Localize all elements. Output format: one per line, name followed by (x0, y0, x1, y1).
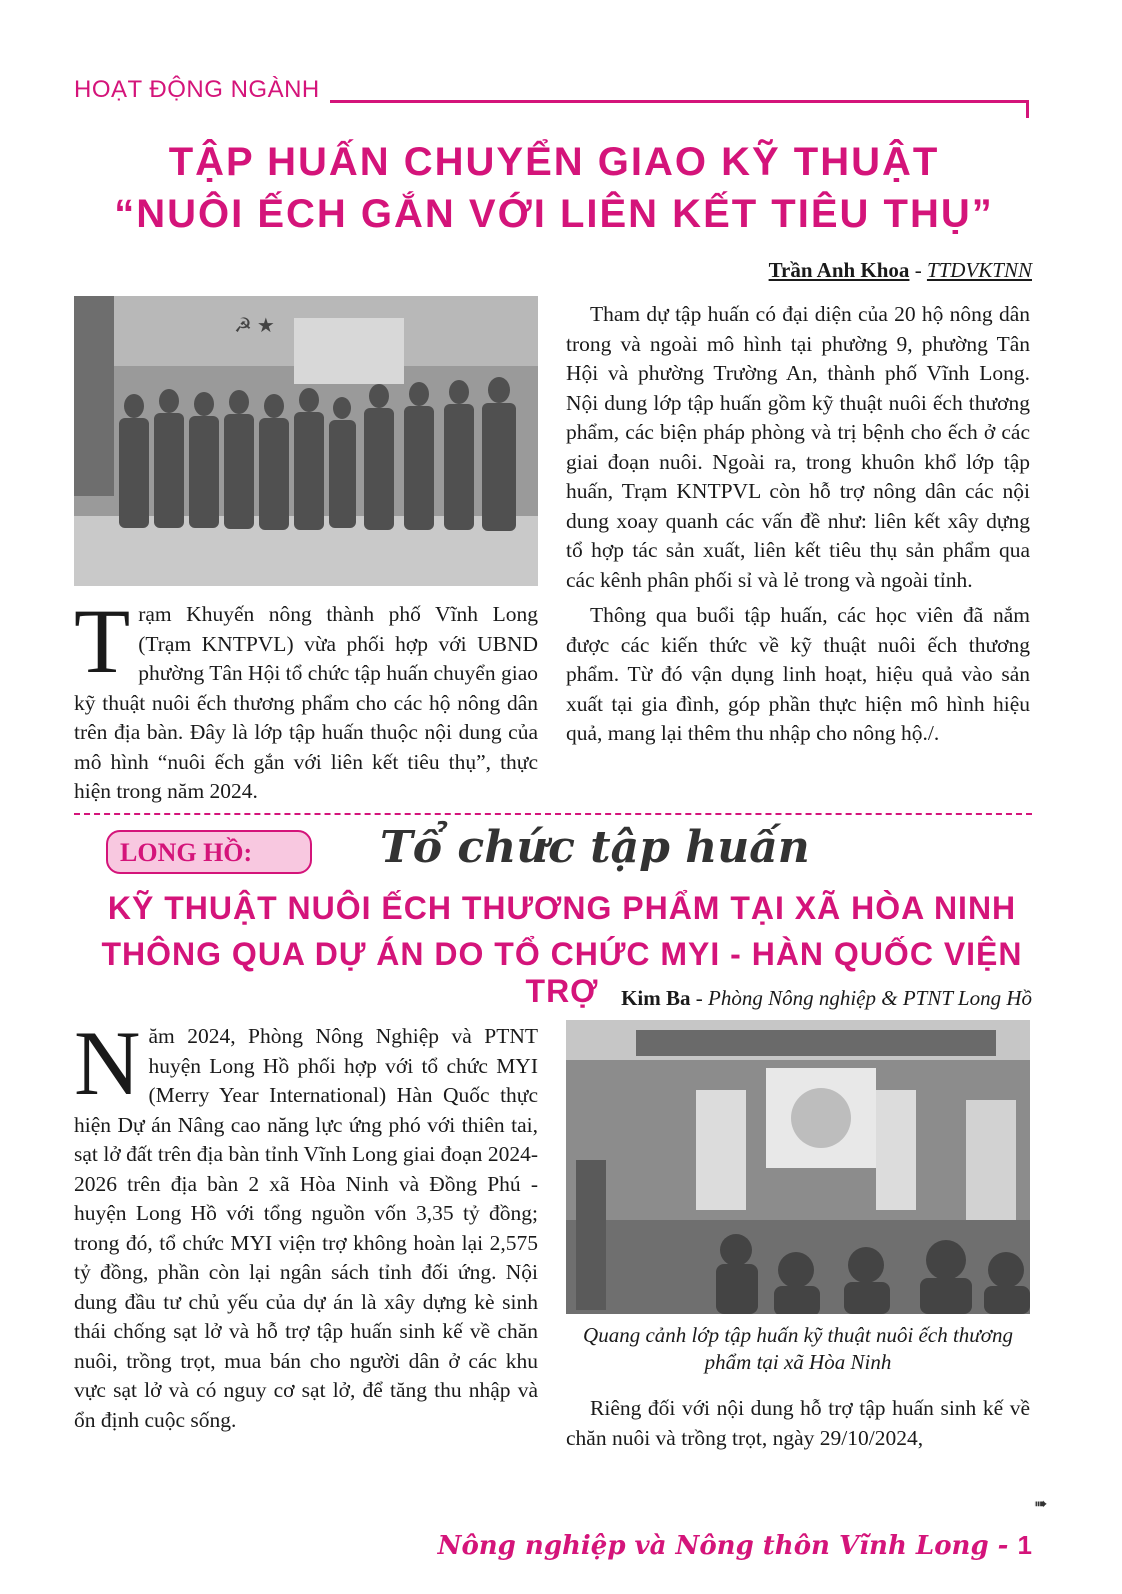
article2-left-column (74, 1012, 538, 1435)
location-badge (106, 830, 312, 874)
section-rule (330, 100, 1028, 103)
group-photo (74, 296, 538, 586)
article2-script-title: Tổ chức tập huấn (380, 822, 810, 873)
article1-byline (769, 258, 1032, 283)
page-footer (438, 1530, 1032, 1561)
article2-author-sep: - (690, 986, 709, 1010)
article2-title-line1: KỸ THUẬT NUÔI ẾCH THƯƠNG PHẨM TẠI XÃ HÒA NINH (107, 890, 1017, 926)
article1-left-text: rạm Khuyến nông thành phố Vĩnh Long (Trạm KNTPVL) vừa phối hợp với UBND phường Tân Hội tổ chức tập huấn chuyển giao kỹ thuật nuôi ếch thương phẩm cho các hộ nông dân trên địa bàn. Đây là lớp tập huấn thuộc nội dung của mô hình “nuôi ếch gắn với liên kết tiêu thụ”, thực hiện trong năm 2024. (74, 602, 538, 803)
article1-author-sep: - (909, 258, 927, 282)
section-label: HOẠT ĐỘNG NGÀNH (74, 76, 320, 103)
article1-author-org: TTDVKTNN (926, 258, 1032, 282)
article2-right-text: Riêng đối với nội dung hỗ trợ tập huấn sinh kế về chăn nuôi và trồng trọt, ngày 29/10/2024, (566, 1396, 1030, 1450)
article2-author-org: Phòng Nông nghiệp & PTNT Long Hồ (708, 986, 1032, 1010)
arrow-right-icon: ➠ (1034, 1494, 1048, 1513)
location-badge-label: LONG HỒ: (120, 838, 253, 867)
article2-left-text: ăm 2024, Phòng Nông Nghiệp và PTNT huyện Long Hồ phối hợp với tổ chức MYI (Merry Year International) Hàn Quốc thực hiện Dự án Nâng cao năng lực ứng phó với thiên tai, sạt lở đất trên địa bàn tỉnh Vĩnh Long giai đoạn 2024-2026 trên địa bàn 2 xã Hòa Ninh và Đồng Phú - huyện Long Hồ với tổng nguồn vốn 3,35 tỷ đồng; trong đó, tổ chức MYI viện trợ không hoàn lại 2,575 tỷ đồng, phần còn lại ngân sách tỉnh đối ứng. Nội dung đầu tư chủ yếu của dự án là xây dựng kè sinh thái chống sạt lở và hỗ trợ tập huấn sinh kế về chăn nuôi, trồng trọt, mua bán cho người dân ở các khu vực sạt lở và có nguy cơ sạt lở, để tăng thu nhập và ổn định cuộc sống. (74, 1024, 538, 1432)
training-photo (566, 1020, 1030, 1314)
article2-author: Kim Ba (621, 986, 691, 1010)
article1-author: Trần Anh Khoa (768, 258, 910, 282)
training-photo-caption: Quang cảnh lớp tập huấn kỹ thuật nuôi ếch thương phẩm tại xã Hòa Ninh (583, 1323, 1013, 1374)
article1-right-p1: Tham dự tập huấn có đại diện của 20 hộ nông dân trong và ngoài mô hình tại phường 9, phường Tân Hội và phường Trường An, thành phố Vĩnh Long. Nội dung lớp tập huấn gồm kỹ thuật nuôi ếch thương phẩm, các biện pháp phòng và trị bệnh cho ếch ở các giai đoạn nuôi. Ngoài ra, trong khuôn khổ lớp tập huấn, Trạm KNTPVL còn hỗ trợ nông dân các nội dung xoay quanh các vấn đề như: liên kết xây dựng tổ hợp tác sản xuất, liên kết tiêu thụ sản phẩm qua các kênh phân phối sỉ và lẻ trong và ngoài tỉnh. (566, 302, 1030, 592)
footer-sep: - (988, 1531, 1018, 1561)
magazine-name: Nông nghiệp và Nông thôn Vĩnh Long (437, 1531, 989, 1561)
article1-dropcap: T (74, 590, 131, 692)
section-rule-end (1026, 100, 1029, 118)
article1-left-column (74, 590, 538, 807)
article1-title-line1: TẬP HUẤN CHUYỂN GIAO KỸ THUẬT (168, 140, 940, 184)
svg-text:☭ ★: ☭ ★ (234, 315, 275, 337)
article-divider (74, 813, 1032, 815)
article1-right-column (566, 300, 1030, 749)
article2-title-line2: THÔNG QUA DỰ ÁN DO TỔ CHỨC MYI - HÀN QUỐC VIỆN TRỢ (101, 936, 1023, 1009)
article2-right-column (566, 1394, 1030, 1453)
page-number: 1 (1017, 1530, 1032, 1560)
article1-right-p2: Thông qua buổi tập huấn, các học viên đã nắm được các kiến thức về kỹ thuật nuôi ếch thương phẩm. Từ đó vận dụng linh hoạt, hiệu quả vào sản xuất tại gia đình, góp phần thực hiện mô hình hiệu quả, mang lại thêm thu nhập cho nông hộ./. (566, 603, 1030, 745)
article2-dropcap: N (74, 1012, 141, 1114)
article1-title-line2: “NUÔI ẾCH GẮN VỚI LIÊN KẾT TIÊU THỤ” (114, 192, 994, 236)
article2-byline (621, 986, 1032, 1011)
